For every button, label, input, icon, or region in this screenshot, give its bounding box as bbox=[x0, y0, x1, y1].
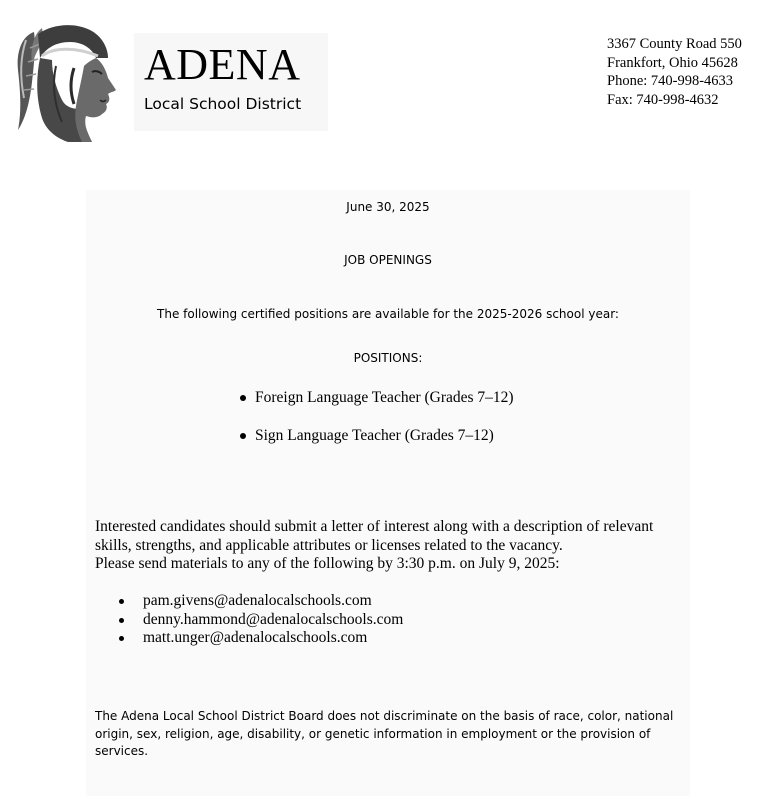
district-subtitle: Local School District bbox=[144, 95, 302, 113]
district-address bbox=[607, 35, 742, 109]
position-item: Sign Language Teacher (Grades 7–12) bbox=[240, 426, 514, 464]
instructions-line: Interested candidates should submit a letter of interest along with a description of relevant bbox=[95, 518, 654, 535]
indian-chief-logo-icon bbox=[12, 18, 124, 143]
application-instructions bbox=[95, 518, 685, 574]
disclaimer-line: services. bbox=[95, 744, 149, 758]
position-item: Foreign Language Teacher (Grades 7–12) bbox=[240, 388, 514, 426]
district-title-block bbox=[134, 33, 328, 131]
notice-heading: JOB OPENINGS bbox=[344, 253, 432, 267]
address-city: Frankfort, Ohio 45628 bbox=[607, 54, 738, 71]
district-name: ADENA bbox=[144, 40, 301, 89]
notice-intro: The following certified positions are available for the 2025-2026 school year: bbox=[157, 307, 619, 321]
notice-date: June 30, 2025 bbox=[346, 200, 430, 214]
disclaimer-line: The Adena Local School District Board does not discriminate on the basis of race, color, national bbox=[95, 709, 674, 723]
contact-email[interactable]: matt.unger@adenalocalschools.com bbox=[117, 629, 403, 648]
address-street: 3367 County Road 550 bbox=[607, 36, 742, 52]
instructions-line: Please send materials to any of the following by 3:30 p.m. on July 9, 2025: bbox=[95, 555, 560, 572]
nondiscrimination-statement bbox=[95, 708, 685, 761]
instructions-line: skills, strengths, and applicable attributes or licenses related to the vacancy. bbox=[95, 536, 563, 554]
contact-email-list bbox=[117, 592, 403, 648]
notice-body bbox=[86, 190, 690, 796]
contact-email[interactable]: denny.hammond@adenalocalschools.com bbox=[117, 611, 403, 630]
address-phone: Phone: 740-998-4633 bbox=[607, 73, 734, 89]
disclaimer-line: origin, sex, religion, age, disability, or genetic information in employment or the provision of bbox=[95, 726, 651, 741]
positions-list bbox=[240, 388, 514, 464]
positions-label: POSITIONS: bbox=[353, 351, 423, 365]
contact-email[interactable]: pam.givens@adenalocalschools.com bbox=[117, 592, 403, 611]
address-fax: Fax: 740-998-4632 bbox=[607, 91, 719, 108]
